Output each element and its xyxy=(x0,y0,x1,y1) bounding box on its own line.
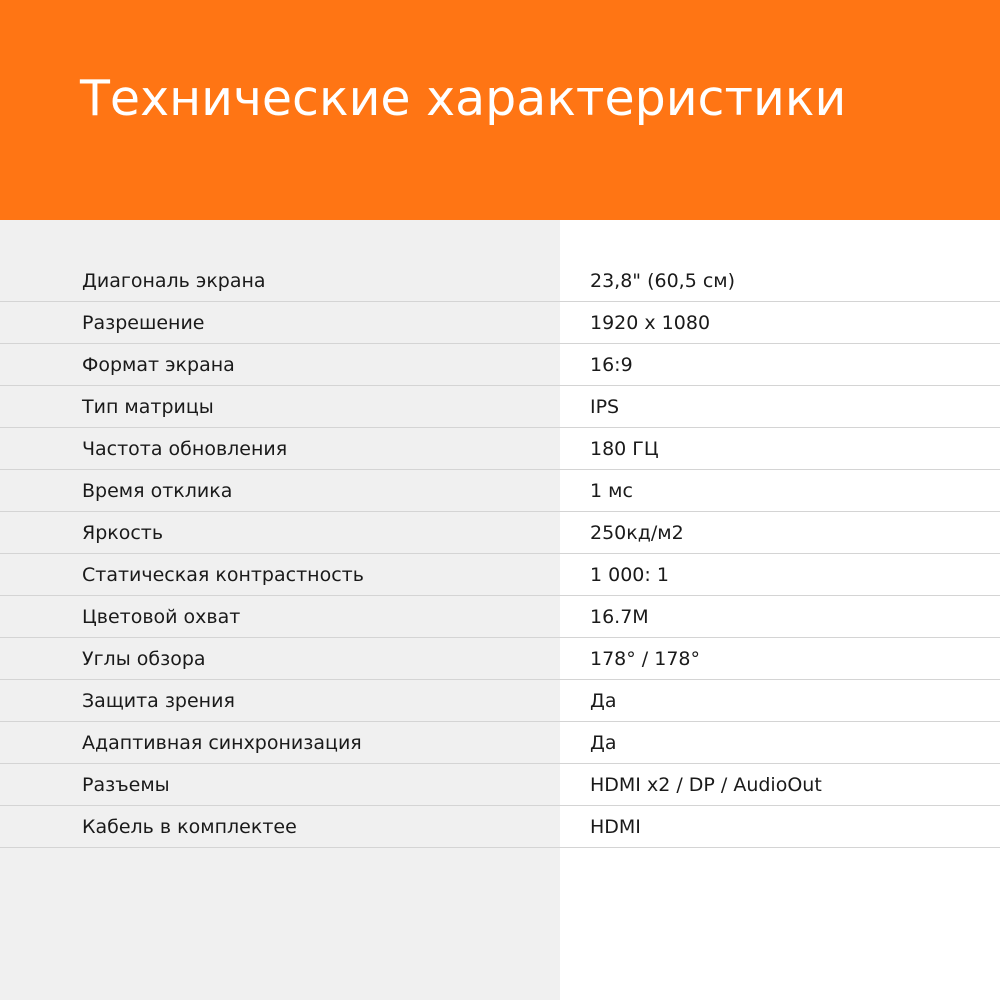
spec-row xyxy=(0,554,1000,596)
spec-label: Статическая контрастность xyxy=(82,564,364,586)
spec-value: 16.7M xyxy=(590,606,649,628)
spec-row xyxy=(0,344,1000,386)
spec-value: 23,8" (60,5 см) xyxy=(590,270,736,292)
spec-table xyxy=(0,260,1000,848)
spec-label: Яркость xyxy=(82,522,164,544)
spec-row xyxy=(0,638,1000,680)
spec-row xyxy=(0,764,1000,806)
spec-row xyxy=(0,722,1000,764)
header-banner xyxy=(0,0,1000,220)
spec-label: Разъемы xyxy=(82,774,170,796)
spec-label: Тип матрицы xyxy=(82,396,214,418)
spec-value: 16:9 xyxy=(590,354,633,376)
spec-label: Адаптивная синхронизация xyxy=(82,732,362,754)
spec-row xyxy=(0,680,1000,722)
spec-row xyxy=(0,806,1000,848)
spec-label: Защита зрения xyxy=(82,690,235,712)
spec-value: 178° / 178° xyxy=(590,648,701,670)
spec-label: Частота обновления xyxy=(82,438,288,460)
spec-row xyxy=(0,302,1000,344)
spec-label: Углы обзора xyxy=(82,648,206,670)
spec-label: Кабель в комплектее xyxy=(82,816,297,838)
spec-row xyxy=(0,512,1000,554)
spec-value: 180 ГЦ xyxy=(590,438,659,460)
spec-value: IPS xyxy=(590,396,620,418)
spec-label: Время отклика xyxy=(82,480,233,502)
spec-value: HDMI xyxy=(590,816,641,838)
spec-row xyxy=(0,470,1000,512)
spec-label: Формат экрана xyxy=(82,354,235,376)
spec-label: Цветовой охват xyxy=(82,606,241,628)
spec-row xyxy=(0,428,1000,470)
spec-value: Да xyxy=(590,690,617,712)
spec-value: 1920 х 1080 xyxy=(590,312,711,334)
spec-label: Диагональ экрана xyxy=(82,270,266,292)
spec-value: 250кд/м2 xyxy=(590,522,684,544)
spec-row xyxy=(0,260,1000,302)
spec-value: 1 000: 1 xyxy=(590,564,669,586)
spec-value: HDMI x2 / DP / AudioOut xyxy=(590,774,822,796)
spec-value: Да xyxy=(590,732,617,754)
page-title: Технические характеристики xyxy=(80,70,847,127)
spec-value: 1 мс xyxy=(590,480,633,502)
spec-label: Разрешение xyxy=(82,312,205,334)
spec-row xyxy=(0,596,1000,638)
spec-row xyxy=(0,386,1000,428)
